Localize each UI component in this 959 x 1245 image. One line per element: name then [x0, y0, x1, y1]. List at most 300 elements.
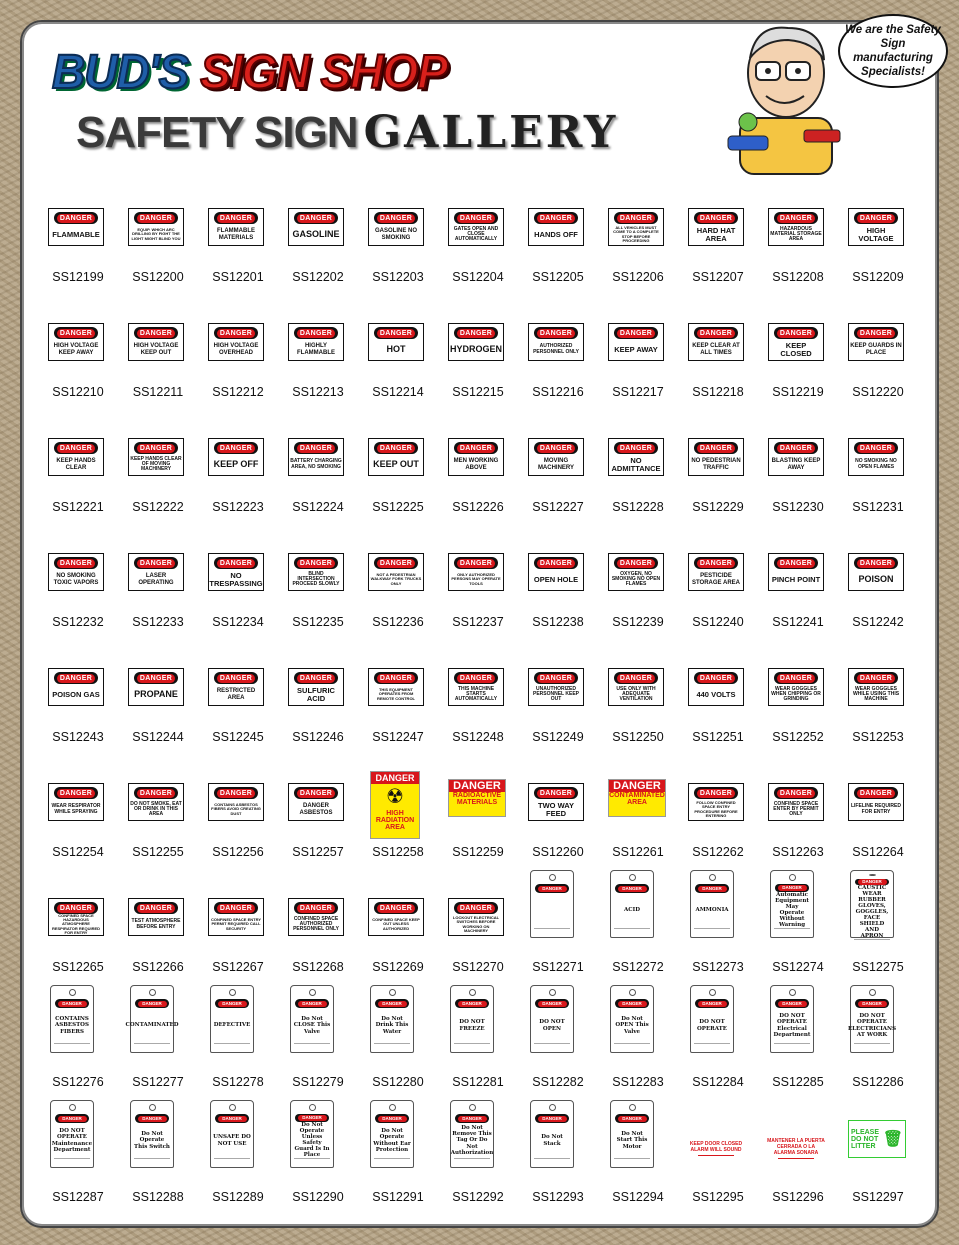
sign-product-ss12206[interactable] — [598, 208, 678, 323]
danger-sign-thumbnail — [208, 208, 264, 246]
danger-header: DANGER — [55, 1114, 89, 1123]
product-code[interactable]: SS12227 — [532, 500, 584, 514]
product-code[interactable]: SS12277 — [132, 1075, 184, 1089]
sign-text: BLASTING KEEP AWAY — [771, 458, 821, 471]
danger-sign-thumbnail — [288, 208, 344, 246]
danger-header: DANGER — [694, 787, 738, 799]
product-code[interactable]: SS12204 — [452, 270, 504, 284]
trash-can-icon: 🗑 — [882, 1131, 903, 1148]
danger-sign-thumbnail — [368, 898, 424, 936]
product-code[interactable]: SS12212 — [212, 385, 264, 399]
sign-text: KEEP HANDS CLEAR — [56, 458, 96, 471]
sign-product-ss12208[interactable] — [758, 208, 838, 323]
product-code[interactable]: SS12296 — [772, 1190, 824, 1204]
sign-product-ss12291[interactable] — [358, 1115, 438, 1243]
danger-sign-thumbnail — [448, 438, 504, 476]
product-code[interactable]: SS12201 — [212, 270, 264, 284]
product-code[interactable]: SS12203 — [372, 270, 424, 284]
product-code[interactable]: SS12234 — [212, 615, 264, 629]
danger-header: DANGER — [534, 672, 578, 684]
sign-text: CONFINED SPACE KEEP OUT UNLESS AUTHORIZED — [372, 917, 420, 931]
danger-header: DANGER — [375, 999, 409, 1008]
danger-header: DANGER — [374, 212, 418, 224]
tag-grommet-icon — [389, 1104, 396, 1111]
danger-header: DANGER — [855, 879, 889, 885]
yellow-sign-thumbnail: DANGER CONTAMINATED AREA — [608, 779, 666, 817]
tag-text: Do Not Stack — [541, 1134, 563, 1147]
product-code[interactable]: SS12265 — [52, 960, 104, 974]
sign-product-ss12218[interactable] — [678, 323, 758, 438]
danger-sign-thumbnail — [128, 323, 184, 361]
sign-text: KEEP CLEAR AT ALL TIMES — [692, 343, 740, 356]
sign-product-ss12221[interactable] — [38, 438, 118, 553]
tag-text: Do Not OPEN This Valve — [615, 1016, 649, 1035]
product-code[interactable]: SS12205 — [532, 270, 584, 284]
danger-header: DANGER — [534, 327, 578, 339]
danger-sign-thumbnail — [768, 323, 824, 361]
sign-text: POISON GAS — [52, 689, 100, 699]
sign-product-ss12252[interactable] — [758, 668, 838, 783]
sign-text: FLAMMABLE — [52, 229, 100, 239]
product-code[interactable]: SS12273 — [692, 960, 744, 974]
danger-sign-thumbnail — [208, 438, 264, 476]
tag-text: CONTAMINATED — [125, 1022, 179, 1029]
product-code[interactable]: SS12200 — [132, 270, 184, 284]
danger-header: DANGER — [694, 672, 738, 684]
product-code[interactable]: SS12221 — [52, 500, 104, 514]
product-code[interactable]: SS12247 — [372, 730, 424, 744]
product-code[interactable]: SS12240 — [692, 615, 744, 629]
tag-signature-lines — [134, 1043, 170, 1049]
danger-header: DANGER — [134, 787, 178, 799]
danger-sign-thumbnail — [48, 898, 104, 936]
product-code[interactable]: SS12225 — [372, 500, 424, 514]
product-code[interactable]: SS12210 — [52, 385, 104, 399]
sign-product-ss12289[interactable] — [198, 1115, 278, 1243]
tag-text — [550, 893, 554, 928]
product-code[interactable]: SS12213 — [292, 385, 344, 399]
tag-text: AMMONIA — [695, 907, 729, 914]
sign-product-ss12232[interactable] — [38, 553, 118, 668]
product-code[interactable]: SS12282 — [532, 1075, 584, 1089]
sign-product-ss12236[interactable] — [358, 553, 438, 668]
tag-grommet-icon — [549, 1104, 556, 1111]
sign-product-ss12210[interactable] — [38, 323, 118, 438]
sign-product-ss12255[interactable] — [118, 783, 198, 898]
product-code[interactable]: SS12266 — [132, 960, 184, 974]
danger-header: DANGER — [854, 212, 898, 224]
sign-product-ss12284[interactable] — [678, 1000, 758, 1128]
sign-product-ss12219[interactable] — [758, 323, 838, 438]
sign-product-ss12243[interactable] — [38, 668, 118, 783]
danger-header: DANGER — [774, 787, 818, 799]
product-code[interactable]: SS12276 — [52, 1075, 104, 1089]
tag-text: DO NOT OPERATE — [697, 1019, 727, 1032]
sign-text: MANTENER LA PUERTA CERRADA O LA ALARMA SONARA — [767, 1137, 825, 1156]
danger-header: DANGER — [54, 212, 98, 224]
product-code[interactable]: SS12295 — [692, 1190, 744, 1204]
sign-product-ss12213[interactable] — [278, 323, 358, 438]
sign-product-ss12224[interactable] — [278, 438, 358, 553]
danger-header: DANGER — [694, 442, 738, 454]
product-code[interactable]: SS12233 — [132, 615, 184, 629]
sign-text: KEEP AWAY — [614, 344, 658, 354]
sign-product-ss12212[interactable] — [198, 323, 278, 438]
product-code[interactable]: SS12286 — [852, 1075, 904, 1089]
danger-header: DANGER — [614, 212, 658, 224]
danger-tag-thumbnail — [50, 985, 94, 1053]
sign-product-ss12297[interactable] — [838, 1128, 918, 1243]
product-code[interactable]: SS12284 — [692, 1075, 744, 1089]
danger-tag-thumbnail — [210, 985, 254, 1053]
sign-product-ss12233[interactable] — [118, 553, 198, 668]
danger-sign-thumbnail — [688, 783, 744, 821]
sign-product-ss12222[interactable] — [118, 438, 198, 553]
sign-text: DO NOT SMOKE, EAT OR DRINK IN THIS AREA — [130, 800, 182, 818]
product-code[interactable]: SS12226 — [452, 500, 504, 514]
sign-text: GASOLINE — [292, 228, 340, 239]
sign-product-ss12293[interactable] — [518, 1115, 598, 1243]
product-code[interactable]: SS12283 — [612, 1075, 664, 1089]
product-code[interactable]: SS12269 — [372, 960, 424, 974]
tag-signature-lines — [54, 1158, 90, 1164]
product-code[interactable]: SS12246 — [292, 730, 344, 744]
product-code[interactable]: SS12216 — [532, 385, 584, 399]
sign-product-ss12202[interactable] — [278, 208, 358, 323]
sign-product-ss12235[interactable] — [278, 553, 358, 668]
tag-grommet-icon — [69, 989, 76, 996]
radiation-sign-thumbnail: DANGER ☢ HIGH RADIATION AREA — [370, 771, 420, 839]
sign-product-ss12286[interactable] — [838, 1000, 918, 1128]
sign-product-ss12234[interactable] — [198, 553, 278, 668]
danger-header: DANGER — [535, 999, 569, 1008]
danger-sign-thumbnail — [768, 553, 824, 591]
sign-text: MOVING MACHINERY — [537, 458, 575, 471]
danger-sign-thumbnail — [288, 553, 344, 591]
sign-text: BATTERY CHARGING AREA, NO SMOKING — [290, 458, 342, 470]
sign-product-ss12294[interactable] — [598, 1115, 678, 1243]
sign-text: GATES OPEN AND CLOSE AUTOMATICALLY — [453, 225, 499, 243]
danger-header: DANGER — [294, 902, 338, 914]
sign-product-ss12288[interactable] — [118, 1115, 198, 1243]
alarm-sign-thumbnail — [686, 1136, 746, 1162]
product-code[interactable]: SS12199 — [52, 270, 104, 284]
sign-text: SULFURIC ACID — [297, 685, 335, 703]
product-code[interactable]: SS12263 — [772, 845, 824, 859]
product-code[interactable]: SS12297 — [852, 1190, 904, 1204]
sign-product-ss12227[interactable] — [518, 438, 598, 553]
product-code[interactable]: SS12209 — [852, 270, 904, 284]
product-code[interactable]: SS12238 — [532, 615, 584, 629]
sign-product-ss12241[interactable] — [758, 553, 838, 668]
sign-product-ss12258[interactable] — [358, 773, 438, 898]
danger-tag-thumbnail — [450, 985, 494, 1053]
product-code[interactable]: SS12268 — [292, 960, 344, 974]
product-code[interactable]: SS12242 — [852, 615, 904, 629]
product-code[interactable]: SS12236 — [372, 615, 424, 629]
sign-product-ss12253[interactable] — [838, 668, 918, 783]
danger-sign-thumbnail — [128, 898, 184, 936]
sign-product-ss12248[interactable] — [438, 668, 518, 783]
sign-product-ss12246[interactable] — [278, 668, 358, 783]
brand-logo[interactable] — [52, 43, 447, 99]
sign-product-ss12237[interactable] — [438, 553, 518, 668]
danger-sign-thumbnail — [608, 208, 664, 246]
product-code[interactable]: SS12280 — [372, 1075, 424, 1089]
danger-header: DANGER — [615, 999, 649, 1008]
tag-signature-lines — [54, 1043, 90, 1049]
sign-product-ss12203[interactable] — [358, 208, 438, 323]
sign-text: RADIOACTIVE MATERIALS — [452, 792, 502, 806]
danger-header: DANGER — [614, 327, 658, 339]
product-code[interactable]: SS12255 — [132, 845, 184, 859]
sign-text: HARD HAT AREA — [696, 225, 736, 243]
danger-header: DANGER — [455, 999, 489, 1008]
danger-header: DANGER — [54, 327, 98, 339]
product-code[interactable]: SS12258 — [372, 845, 424, 859]
tag-text: Do Not Start This Motor — [616, 1131, 648, 1150]
product-code[interactable]: SS12285 — [772, 1075, 824, 1089]
danger-sign-thumbnail — [368, 208, 424, 246]
sign-product-ss12239[interactable] — [598, 553, 678, 668]
sign-product-ss12238[interactable] — [518, 553, 598, 668]
sign-product-ss12225[interactable] — [358, 438, 438, 553]
product-code[interactable]: SS12248 — [452, 730, 504, 744]
tag-signature-lines — [694, 1043, 730, 1049]
danger-header: DANGER — [374, 327, 418, 339]
sign-product-ss12259[interactable] — [438, 780, 518, 898]
product-code[interactable]: SS12281 — [452, 1075, 504, 1089]
product-code[interactable]: SS12211 — [132, 385, 184, 399]
product-code[interactable]: SS12214 — [372, 385, 424, 399]
title-part1: SAFETY SIGN — [76, 108, 358, 157]
sign-product-ss12254[interactable] — [38, 783, 118, 898]
danger-tag-thumbnail — [690, 870, 734, 938]
danger-header: DANGER — [135, 1114, 169, 1123]
danger-header: DANGER — [215, 1114, 249, 1123]
product-code[interactable]: SS12218 — [692, 385, 744, 399]
sign-product-ss12292[interactable] — [438, 1115, 518, 1243]
product-code[interactable]: SS12229 — [692, 500, 744, 514]
danger-header: DANGER — [854, 442, 898, 454]
product-code[interactable]: SS12217 — [612, 385, 664, 399]
sign-product-ss12287[interactable] — [38, 1115, 118, 1243]
sign-text: CONTAMINATED AREA — [609, 792, 665, 806]
product-code[interactable]: SS12232 — [52, 615, 104, 629]
product-code[interactable]: SS12291 — [372, 1190, 424, 1204]
sign-product-ss12214[interactable] — [358, 323, 438, 438]
product-code[interactable]: SS12294 — [612, 1190, 664, 1204]
sign-product-ss12256[interactable] — [198, 783, 278, 898]
product-code[interactable]: SS12237 — [452, 615, 504, 629]
product-code[interactable]: SS12207 — [692, 270, 744, 284]
sign-text: KEEP OUT — [373, 458, 419, 469]
sign-product-ss12242[interactable] — [838, 553, 918, 668]
danger-sign-thumbnail — [528, 208, 584, 246]
tag-text: ACID — [624, 907, 640, 914]
product-code[interactable]: SS12278 — [212, 1075, 264, 1089]
sign-product-ss12200[interactable] — [118, 208, 198, 323]
sign-product-ss12296[interactable] — [758, 1128, 838, 1243]
danger-sign-thumbnail — [688, 208, 744, 246]
product-code[interactable]: SS12290 — [292, 1190, 344, 1204]
product-code[interactable]: SS12271 — [532, 960, 584, 974]
product-code[interactable]: SS12253 — [852, 730, 904, 744]
product-code[interactable]: SS12260 — [532, 845, 584, 859]
tag-text: Do Not Drink This Water — [375, 1016, 409, 1035]
product-code[interactable]: SS12230 — [772, 500, 824, 514]
sign-product-ss12207[interactable] — [678, 208, 758, 323]
danger-sign-thumbnail — [768, 208, 824, 246]
sign-product-ss12205[interactable] — [518, 208, 598, 323]
danger-sign-thumbnail — [48, 323, 104, 361]
danger-sign-thumbnail — [448, 898, 504, 936]
tag-signature-lines — [534, 1043, 570, 1049]
danger-sign-thumbnail — [288, 783, 344, 821]
product-code[interactable]: SS12244 — [132, 730, 184, 744]
danger-header: DANGER — [854, 557, 898, 569]
product-code[interactable]: SS12235 — [292, 615, 344, 629]
danger-header: DANGER — [134, 442, 178, 454]
tag-grommet-icon — [549, 874, 556, 881]
sign-product-ss12204[interactable] — [438, 208, 518, 323]
product-code[interactable]: SS12257 — [292, 845, 344, 859]
danger-sign-thumbnail — [848, 323, 904, 361]
sign-product-ss12199[interactable] — [38, 208, 118, 323]
product-code[interactable]: SS12259 — [452, 845, 504, 859]
product-code[interactable]: SS12223 — [212, 500, 264, 514]
sign-product-ss12290[interactable] — [278, 1114, 358, 1243]
product-code[interactable]: SS12239 — [612, 615, 664, 629]
sign-text: DANGER ASBESTOS — [299, 803, 333, 816]
sign-text: NO SMOKING NO OPEN FLAMES — [855, 458, 897, 470]
danger-header: DANGER — [54, 902, 98, 914]
product-code[interactable]: SS12250 — [612, 730, 664, 744]
sign-text: OXYGEN, NO SMOKING NO OPEN FLAMES — [611, 570, 661, 588]
sign-text: NO TRESPASSING — [209, 570, 263, 588]
product-code[interactable]: SS12249 — [532, 730, 584, 744]
product-code[interactable]: SS12288 — [132, 1190, 184, 1204]
product-code[interactable]: SS12256 — [212, 845, 264, 859]
danger-header: DANGER — [214, 442, 258, 454]
tag-text: CONTAINS ASBESTOS FIBERS — [55, 1016, 89, 1035]
product-code[interactable]: SS12243 — [52, 730, 104, 744]
sign-text: LOCKOUT ELECTRICAL SWITCHES BEFORE WORKING ON MACHINERY — [452, 915, 500, 933]
product-code[interactable]: SS12206 — [612, 270, 664, 284]
sign-product-ss12215[interactable] — [438, 323, 518, 438]
product-code[interactable]: SS12275 — [852, 960, 904, 974]
product-code[interactable]: SS12251 — [692, 730, 744, 744]
product-code[interactable]: SS12231 — [852, 500, 904, 514]
product-code[interactable]: SS12272 — [612, 960, 664, 974]
sign-product-ss12250[interactable] — [598, 668, 678, 783]
sign-product-ss12245[interactable] — [198, 668, 278, 783]
sign-text: GASOLINE NO SMOKING — [374, 228, 417, 241]
product-code[interactable]: SS12279 — [292, 1075, 344, 1089]
danger-header: DANGER — [54, 442, 98, 454]
product-code[interactable]: SS12267 — [212, 960, 264, 974]
sign-product-ss12216[interactable] — [518, 323, 598, 438]
danger-tag-thumbnail — [770, 985, 814, 1053]
product-code[interactable]: SS12293 — [532, 1190, 584, 1204]
product-code[interactable]: SS12270 — [452, 960, 504, 974]
sign-text: PROPANE — [134, 688, 178, 699]
sign-product-ss12230[interactable] — [758, 438, 838, 553]
danger-sign-thumbnail — [608, 553, 664, 591]
product-code[interactable]: SS12261 — [612, 845, 664, 859]
brand-name-part1: BUD'S — [52, 43, 189, 99]
sign-text: THIS EQUIPMENT OPERATES FROM REMOTE CONTROL — [377, 687, 415, 701]
tag-signature-lines — [854, 939, 890, 940]
sign-product-ss12231[interactable] — [838, 438, 918, 553]
sign-product-ss12249[interactable] — [518, 668, 598, 783]
tag-grommet-icon — [69, 1104, 76, 1111]
danger-tag-thumbnail — [770, 870, 814, 938]
product-code[interactable]: SS12228 — [612, 500, 664, 514]
product-code[interactable]: SS12208 — [772, 270, 824, 284]
product-code[interactable]: SS12274 — [772, 960, 824, 974]
sign-text: CONTAINS ASBESTOS FIBERS AVOID CREATING DUST — [211, 802, 261, 816]
product-code[interactable]: SS12289 — [212, 1190, 264, 1204]
sign-product-ss12295[interactable] — [678, 1128, 758, 1243]
danger-sign-thumbnail — [768, 783, 824, 821]
product-code[interactable]: SS12292 — [452, 1190, 504, 1204]
product-code[interactable]: SS12224 — [292, 500, 344, 514]
product-code[interactable]: SS12262 — [692, 845, 744, 859]
product-code[interactable]: SS12287 — [52, 1190, 104, 1204]
sign-product-ss12226[interactable] — [438, 438, 518, 553]
sign-product-ss12223[interactable] — [198, 438, 278, 553]
tag-grommet-icon — [789, 874, 796, 881]
sign-product-ss12285[interactable] — [758, 1000, 838, 1128]
sign-product-ss12228[interactable] — [598, 438, 678, 553]
sign-text: AUTHORIZED PERSONNEL ONLY — [533, 343, 579, 355]
sign-product-ss12220[interactable] — [838, 323, 918, 438]
tag-text: DO NOT OPERATE ELECTRICIANS AT WORK — [847, 1013, 897, 1038]
danger-sign-thumbnail — [368, 553, 424, 591]
product-code[interactable]: SS12220 — [852, 385, 904, 399]
danger-header: DANGER — [294, 672, 338, 684]
sign-text: HAZARDOUS MATERIAL STORAGE AREA — [770, 225, 822, 243]
sign-product-ss12251[interactable] — [678, 668, 758, 783]
danger-header: DANGER — [454, 557, 498, 569]
tag-signature-lines — [614, 1043, 650, 1049]
danger-sign-thumbnail — [368, 323, 424, 361]
product-code[interactable]: SS12202 — [292, 270, 344, 284]
product-code[interactable]: SS12219 — [772, 385, 824, 399]
sign-product-ss12229[interactable] — [678, 438, 758, 553]
sign-product-ss12209[interactable] — [838, 208, 918, 323]
product-code[interactable]: SS12254 — [52, 845, 104, 859]
sign-text: KEEP DOOR CLOSED ALARM WILL SOUND — [689, 1140, 743, 1153]
danger-header: DANGER — [774, 442, 818, 454]
product-code[interactable]: SS12215 — [452, 385, 504, 399]
sign-product-ss12217[interactable] — [598, 323, 678, 438]
tag-grommet-icon — [629, 1104, 636, 1111]
sign-product-ss12257[interactable] — [278, 783, 358, 898]
sign-product-ss12211[interactable] — [118, 323, 198, 438]
product-code[interactable]: SS12222 — [132, 500, 184, 514]
sign-product-ss12201[interactable] — [198, 208, 278, 323]
sign-product-ss12244[interactable] — [118, 668, 198, 783]
sign-product-ss12240[interactable] — [678, 553, 758, 668]
product-code[interactable]: SS12241 — [772, 615, 824, 629]
product-code[interactable]: SS12245 — [212, 730, 264, 744]
tag-grommet-icon — [469, 1104, 476, 1111]
product-code[interactable]: SS12252 — [772, 730, 824, 744]
sign-product-ss12247[interactable] — [358, 668, 438, 783]
product-code[interactable]: SS12264 — [852, 845, 904, 859]
